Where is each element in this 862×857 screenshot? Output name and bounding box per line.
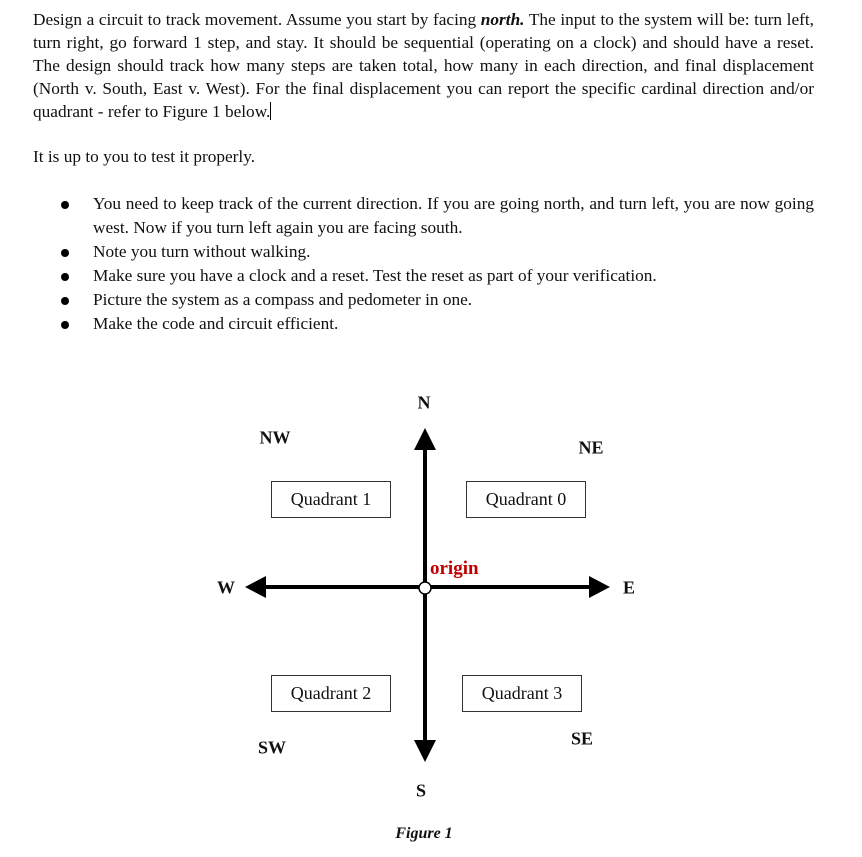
- quadrant-2-box: Quadrant 2: [271, 675, 391, 712]
- quadrant-1-box: Quadrant 1: [271, 481, 391, 518]
- label-southwest: SW: [257, 737, 287, 758]
- label-north: N: [417, 392, 431, 413]
- west-arrow-icon: [245, 576, 266, 598]
- intro-text-cont: The input to the system will be: turn left, turn right, go forward 1 step, and stay. It should be sequential (operating on a clock) and should have a reset. The design should track how many steps are taken total, how many in each direction, and final displacement (North v. South, East v. West). For the final displacement you can report the specific cardinal direction and/or quadrant - refer to Figure 1 below.: [33, 10, 814, 121]
- south-arrow-icon: [414, 740, 436, 762]
- label-south: S: [415, 780, 427, 801]
- label-northeast: NE: [578, 437, 604, 458]
- quadrant-3-box: Quadrant 3: [462, 675, 582, 712]
- origin-label: origin: [430, 558, 479, 579]
- list-item-text: Make sure you have a clock and a reset. Test the reset as part of your verification.: [93, 266, 657, 285]
- quadrant-0-box: Quadrant 0: [466, 481, 586, 518]
- north-emphasis: north.: [480, 10, 525, 29]
- label-northwest: NW: [259, 427, 291, 448]
- label-west: W: [217, 577, 235, 598]
- intro-text: Design a circuit to track movement. Assume you start by facing: [33, 10, 481, 29]
- origin-point-icon: [419, 582, 431, 594]
- east-arrow-icon: [589, 576, 610, 598]
- list-item-text: Picture the system as a compass and pedometer in one.: [93, 290, 473, 309]
- list-item-text: Note you turn without walking.: [93, 242, 311, 261]
- test-note: It is up to you to test it properly.: [33, 147, 256, 166]
- figure-caption: Figure 1: [395, 825, 453, 842]
- label-southeast: SE: [570, 728, 594, 749]
- north-arrow-icon: [414, 428, 436, 450]
- list-item-text: You need to keep track of the current direction. If you are going north, and turn left, you are now going west. Now if you turn left again you are facing south.: [93, 194, 814, 237]
- label-east: E: [622, 577, 636, 598]
- list-item-text: Make the code and circuit efficient.: [93, 314, 339, 333]
